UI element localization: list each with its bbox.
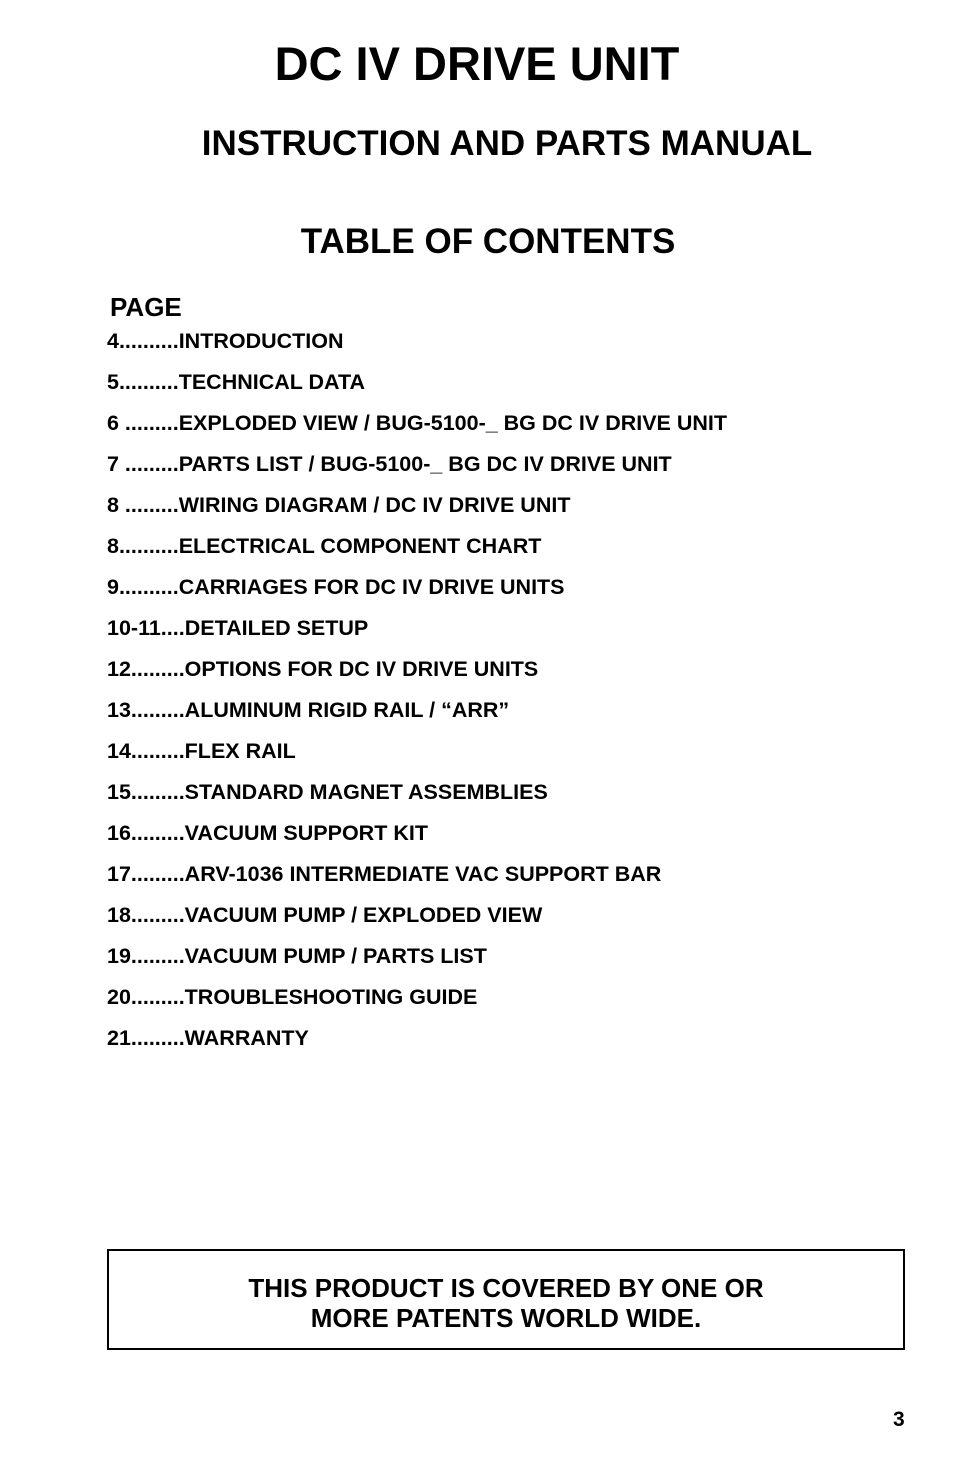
patent-notice-line-2: MORE PATENTS WORLD WIDE. [310, 1303, 702, 1333]
toc-entry-introduction: 4..........INTRODUCTION [107, 329, 344, 353]
patent-notice-box [107, 1249, 905, 1350]
toc-entry-detailed-setup: 10-11....DETAILED SETUP [107, 616, 369, 640]
toc-entry-warranty: 21.........WARRANTY [107, 1026, 309, 1050]
toc-list [107, 326, 727, 1064]
toc-entry-flex-rail: 14.........FLEX RAIL [107, 739, 296, 763]
toc-entry-vacuum-support-kit: 16.........VACUUM SUPPORT KIT [107, 821, 428, 845]
page-column-label: PAGE [110, 292, 182, 322]
toc-entry-parts-list: 7 .........PARTS LIST / BUG-5100-_ BG DC IV DRIVE UNIT [107, 452, 672, 476]
toc-entry-electrical-component-chart: 8..........ELECTRICAL COMPONENT CHART [107, 534, 542, 558]
toc-entry-exploded-view: 6 .........EXPLODED VIEW / BUG-5100-_ BG DC IV DRIVE UNIT [107, 411, 728, 435]
page-number: 3 [893, 1408, 905, 1431]
patent-notice-line-1: THIS PRODUCT IS COVERED BY ONE OR [248, 1273, 764, 1303]
toc-entry-vacuum-pump-parts-list: 19.........VACUUM PUMP / PARTS LIST [107, 944, 487, 968]
document-title: DC IV DRIVE UNIT [274, 37, 680, 90]
toc-entry-carriages: 9..........CARRIAGES FOR DC IV DRIVE UNITS [107, 575, 565, 599]
toc-entry-troubleshooting-guide: 20.........TROUBLESHOOTING GUIDE [107, 985, 478, 1009]
document-subtitle: INSTRUCTION AND PARTS MANUAL [201, 124, 813, 163]
toc-heading: TABLE OF CONTENTS [300, 222, 676, 261]
toc-entry-magnet-assemblies: 15.........STANDARD MAGNET ASSEMBLIES [107, 780, 548, 804]
toc-entry-wiring-diagram: 8 .........WIRING DIAGRAM / DC IV DRIVE UNIT [107, 493, 571, 517]
toc-entry-vacuum-pump-exploded-view: 18.........VACUUM PUMP / EXPLODED VIEW [107, 903, 543, 927]
toc-entry-technical-data: 5..........TECHNICAL DATA [107, 370, 366, 394]
toc-entry-options: 12.........OPTIONS FOR DC IV DRIVE UNITS [107, 657, 539, 681]
toc-entry-vac-support-bar: 17.........ARV-1036 INTERMEDIATE VAC SUPPORT BAR [107, 862, 662, 886]
toc-entry-aluminum-rigid-rail: 13.........ALUMINUM RIGID RAIL / “ARR” [107, 698, 510, 722]
